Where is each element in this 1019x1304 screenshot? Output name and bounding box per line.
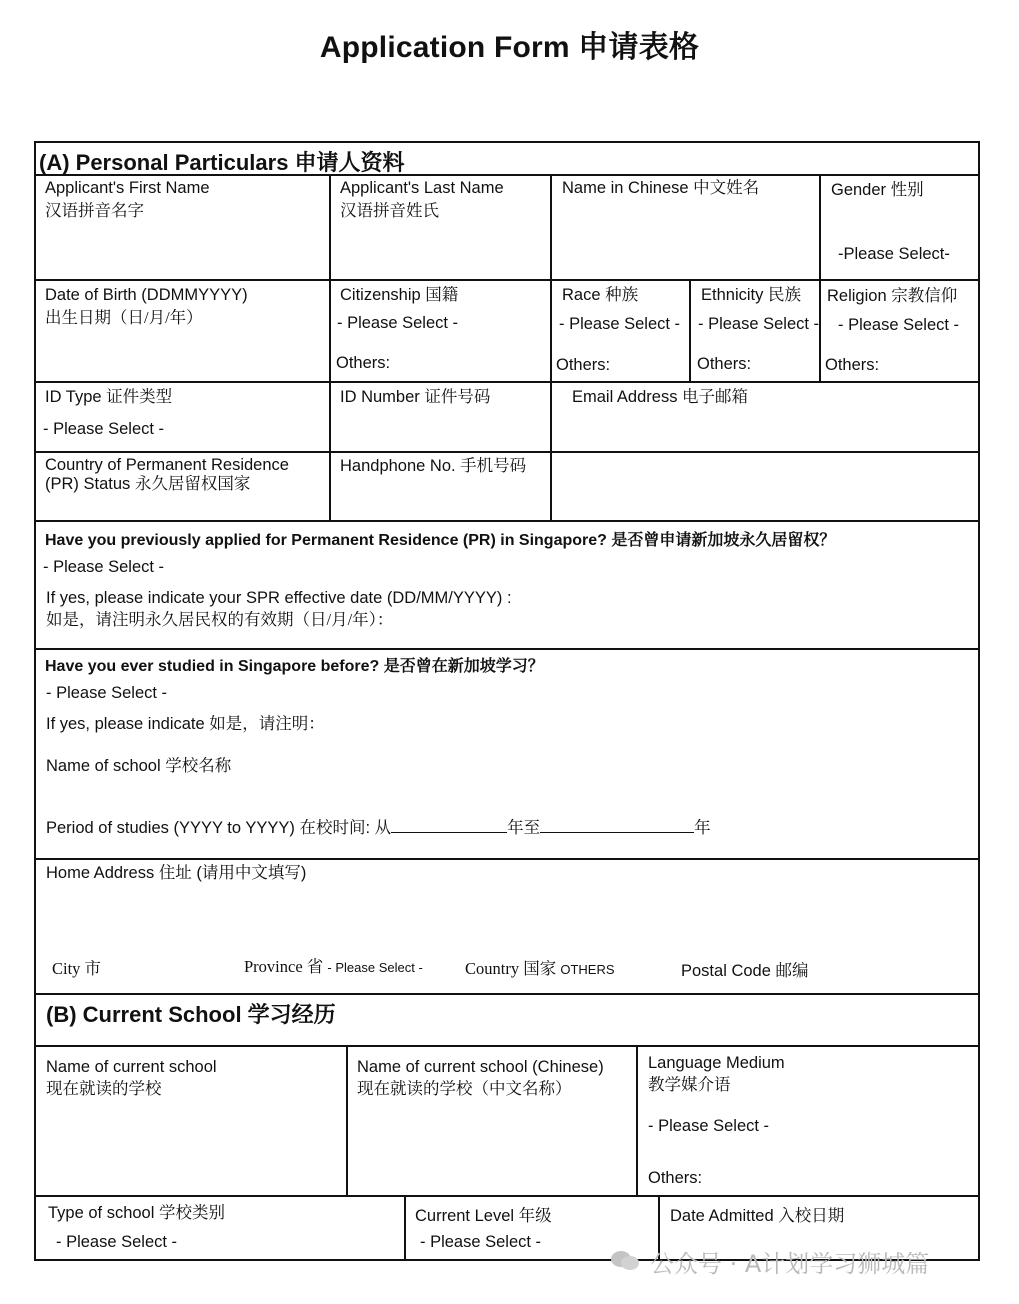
dob-label-cn: 出生日期（日/月/年） bbox=[45, 308, 203, 327]
citizenship-others[interactable]: Others: bbox=[336, 354, 391, 372]
email-label: Email Address 电子邮箱 bbox=[572, 388, 749, 406]
current-level-select[interactable]: - Please Select - bbox=[420, 1233, 542, 1251]
gender-label: Gender 性别 bbox=[831, 181, 924, 199]
pr-country-label-2: (PR) Status 永久居留权国家 bbox=[45, 475, 251, 493]
divider bbox=[34, 648, 980, 650]
religion-select[interactable]: - Please Select - bbox=[838, 316, 960, 334]
citizenship-label: Citizenship 国籍 bbox=[340, 286, 459, 304]
study-select[interactable]: - Please Select - bbox=[46, 684, 168, 702]
divider bbox=[34, 381, 980, 383]
city-label: City 市 bbox=[52, 959, 102, 978]
divider bbox=[34, 520, 980, 522]
current-school-label-cn: 现在就读的学校 bbox=[46, 1079, 162, 1098]
current-school-chinese-label-cn: 现在就读的学校（中文名称） bbox=[357, 1079, 572, 1098]
divider bbox=[34, 1045, 980, 1047]
if-yes-label: If yes, please indicate 如是，请注明： bbox=[46, 715, 325, 733]
chinese-name-label: Name in Chinese 中文姓名 bbox=[562, 179, 760, 197]
form-title: Application Form 申请表格 bbox=[319, 31, 700, 64]
handphone-label: Handphone No. 手机号码 bbox=[340, 457, 527, 475]
divider bbox=[819, 175, 821, 382]
religion-label: Religion 宗教信仰 bbox=[827, 287, 958, 305]
province-text: Province 省 bbox=[244, 957, 324, 976]
ethnicity-label: Ethnicity 民族 bbox=[701, 286, 801, 304]
id-type-select[interactable]: - Please Select - bbox=[43, 420, 165, 438]
language-medium-label: Language Medium bbox=[648, 1054, 785, 1072]
period-year-to: 年至 bbox=[507, 819, 541, 837]
divider bbox=[404, 1196, 406, 1261]
divider bbox=[329, 175, 331, 521]
language-select[interactable]: - Please Select - bbox=[648, 1117, 770, 1135]
dob-label: Date of Birth (DDMMYYYY) bbox=[45, 286, 248, 304]
last-name-label-cn: 汉语拼音姓氏 bbox=[340, 201, 439, 220]
divider bbox=[34, 451, 980, 453]
spr-date-label: If yes, please indicate your SPR effective date (DD/MM/YYYY) : bbox=[46, 589, 512, 607]
ethnicity-others[interactable]: Others: bbox=[697, 355, 752, 373]
spr-date-label-cn: 如是，请注明永久居民权的有效期（日/月/年）： bbox=[46, 610, 394, 629]
religion-others[interactable]: Others: bbox=[825, 356, 880, 374]
divider bbox=[34, 1195, 980, 1197]
date-admitted-label: Date Admitted 入校日期 bbox=[670, 1207, 845, 1225]
divider bbox=[34, 858, 980, 860]
last-name-label: Applicant's Last Name bbox=[340, 179, 504, 197]
period-year-end: 年 bbox=[694, 819, 711, 837]
pr-select[interactable]: - Please Select - bbox=[43, 558, 165, 576]
id-type-label: ID Type 证件类型 bbox=[45, 388, 173, 406]
language-others[interactable]: Others: bbox=[648, 1169, 703, 1187]
current-school-label: Name of current school bbox=[46, 1058, 217, 1076]
section-b-heading: (B) Current School 学习经历 bbox=[46, 1002, 336, 1027]
province-label bbox=[244, 956, 423, 978]
gender-select[interactable]: -Please Select- bbox=[838, 245, 950, 263]
divider bbox=[689, 280, 691, 382]
postal-code-label: Postal Code 邮编 bbox=[681, 962, 809, 980]
divider bbox=[346, 1046, 348, 1196]
period-row bbox=[46, 818, 711, 839]
language-medium-label-cn: 教学媒介语 bbox=[648, 1075, 731, 1094]
province-select[interactable]: - Please Select - bbox=[327, 960, 423, 975]
school-type-select[interactable]: - Please Select - bbox=[56, 1233, 178, 1251]
pr-question: Have you previously applied for Permanent Residence (PR) in Singapore? 是否曾申请新加坡永久居留权？ bbox=[45, 532, 836, 549]
study-question: Have you ever studied in Singapore before? 是否曾在新加坡学习？ bbox=[45, 658, 544, 675]
current-school-chinese-label: Name of current school (Chinese) bbox=[357, 1058, 604, 1076]
watermark: 公众号 · A计划学习狮城篇 bbox=[650, 1250, 930, 1278]
country-label bbox=[465, 958, 615, 980]
school-type-label: Type of school 学校类别 bbox=[48, 1204, 225, 1222]
divider bbox=[34, 993, 980, 995]
period-label: Period of studies (YYYY to YYYY) 在校时间: 从 bbox=[46, 819, 392, 837]
school-name-label: Name of school 学校名称 bbox=[46, 757, 232, 775]
race-others[interactable]: Others: bbox=[556, 356, 611, 374]
citizenship-select[interactable]: - Please Select - bbox=[337, 314, 459, 332]
first-name-label: Applicant's First Name bbox=[45, 179, 210, 197]
chat-bubble-icon bbox=[610, 1250, 640, 1272]
divider bbox=[550, 175, 552, 521]
period-start-field[interactable] bbox=[391, 818, 507, 833]
first-name-label-cn: 汉语拼音名字 bbox=[45, 201, 144, 220]
current-level-label: Current Level 年级 bbox=[415, 1207, 552, 1225]
country-text: Country 国家 bbox=[465, 959, 557, 978]
ethnicity-select[interactable]: - Please Select - bbox=[698, 315, 820, 333]
pr-country-label: Country of Permanent Residence bbox=[45, 456, 289, 474]
divider bbox=[34, 279, 980, 281]
id-number-label: ID Number 证件号码 bbox=[340, 388, 491, 406]
period-end-field[interactable] bbox=[540, 818, 694, 833]
race-select[interactable]: - Please Select - bbox=[559, 315, 681, 333]
section-a-heading: (A) Personal Particulars 申请人资料 bbox=[39, 150, 405, 175]
divider bbox=[636, 1046, 638, 1196]
race-label: Race 种族 bbox=[562, 286, 639, 304]
country-value[interactable]: OTHERS bbox=[560, 962, 615, 977]
home-address-label: Home Address 住址 (请用中文填写) bbox=[46, 864, 307, 882]
